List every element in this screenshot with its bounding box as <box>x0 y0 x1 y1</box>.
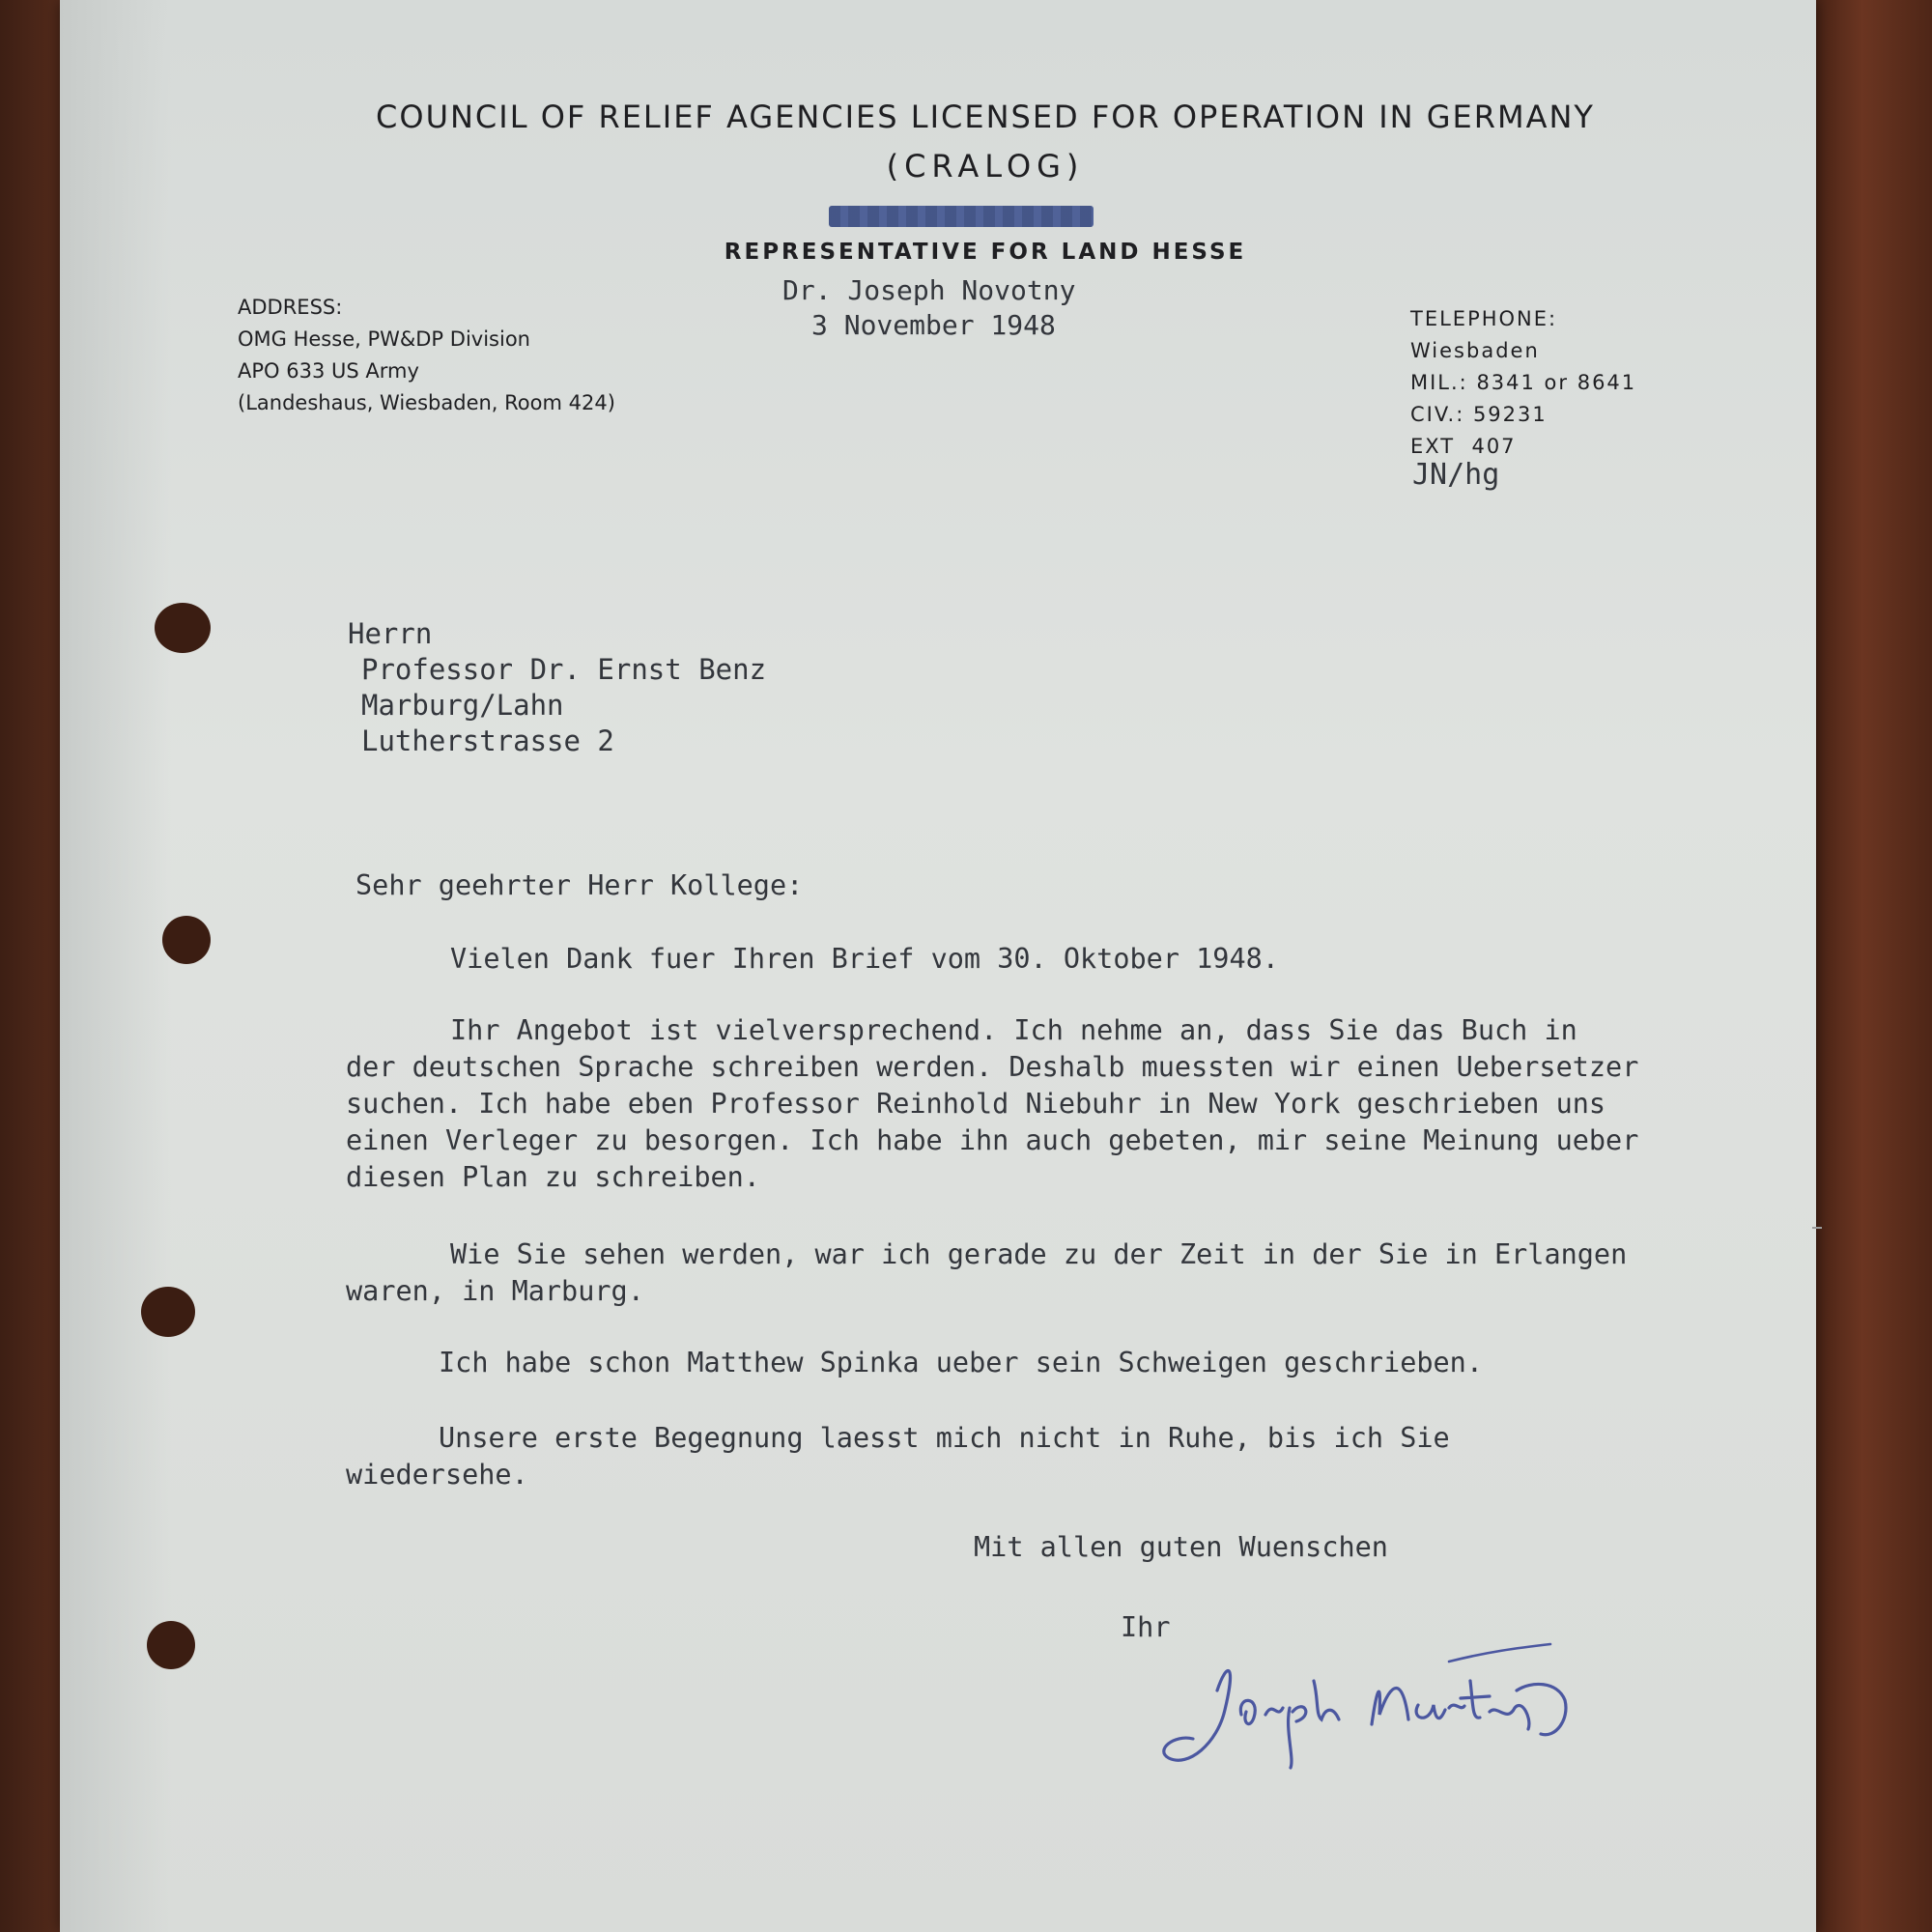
paragraph-2: Ihr Angebot ist vielversprechend. Ich nehme an, dass Sie das Buch in der deutschen Sprache schreiben werden. Deshalb muessten wir einen Uebersetzer suchen. Ich habe eben Professor Reinhold Niebuhr in New York geschrieben uns einen Verleger zu besorgen. Ich habe ihn auch gebeten, mir seine Meinung ueber diesen Plan zu schreiben. <box>346 1014 1639 1193</box>
sender-name: Dr. Joseph Novotny <box>782 274 1076 306</box>
telephone-block <box>1410 303 1636 463</box>
paragraph-5: Unsere erste Begegnung laesst mich nicht in Ruhe, bis ich Sie wiedersehe. <box>346 1422 1450 1491</box>
address-block <box>238 292 615 419</box>
punch-hole-4 <box>147 1621 195 1669</box>
recipient-block <box>348 616 766 759</box>
letterhead-representative: REPRESENTATIVE FOR LAND HESSE <box>724 240 1247 265</box>
address-line-2: APO 633 US Army <box>238 359 419 383</box>
letterhead-title: COUNCIL OF RELIEF AGENCIES LICENSED FOR OPERATION IN GERMANY <box>376 99 1595 135</box>
paper-fold-mark <box>1812 1227 1822 1229</box>
reference-initials: JN/hg <box>1412 458 1500 492</box>
paragraph-1: Vielen Dank fuer Ihren Brief vom 30. Oktober 1948. <box>450 943 1279 975</box>
salutation: Sehr geehrter Herr Kollege: <box>355 869 804 901</box>
letterhead-acronym: (CRALOG) <box>886 148 1085 185</box>
punch-hole-2 <box>162 916 211 964</box>
paragraph-3: Wie Sie sehen werden, war ich gerade zu der Zeit in der Sie in Erlangen waren, in Marburg. <box>346 1238 1628 1307</box>
telephone-ext: EXT 407 <box>1410 435 1517 458</box>
struck-out-name <box>829 206 1094 227</box>
recipient-line-2: Professor Dr. Ernst Benz <box>361 653 767 686</box>
recipient-line-3: Marburg/Lahn <box>361 689 564 722</box>
punch-hole-1 <box>155 603 211 653</box>
recipient-line-4: Lutherstrasse 2 <box>361 724 614 757</box>
telephone-city: Wiesbaden <box>1410 339 1540 362</box>
address-line-3: (Landeshaus, Wiesbaden, Room 424) <box>238 391 615 414</box>
address-line-1: OMG Hesse, PW&DP Division <box>238 327 530 351</box>
signature <box>1150 1623 1594 1777</box>
telephone-label: TELEPHONE: <box>1410 307 1558 330</box>
telephone-civ: CIV.: 59231 <box>1410 403 1548 426</box>
letter-date: 3 November 1948 <box>811 309 1056 341</box>
wooden-table-right <box>1816 0 1932 1932</box>
closing-ihr: Ihr <box>1121 1611 1171 1643</box>
closing-line: Mit allen guten Wuenschen <box>974 1531 1388 1563</box>
telephone-mil: MIL.: 8341 or 8641 <box>1410 371 1637 394</box>
paragraph-4: Ich habe schon Matthew Spinka ueber sein Schweigen geschrieben. <box>439 1347 1483 1378</box>
address-label: ADDRESS: <box>238 296 343 319</box>
recipient-line-1: Herrn <box>348 617 433 650</box>
punch-hole-3 <box>141 1287 195 1337</box>
